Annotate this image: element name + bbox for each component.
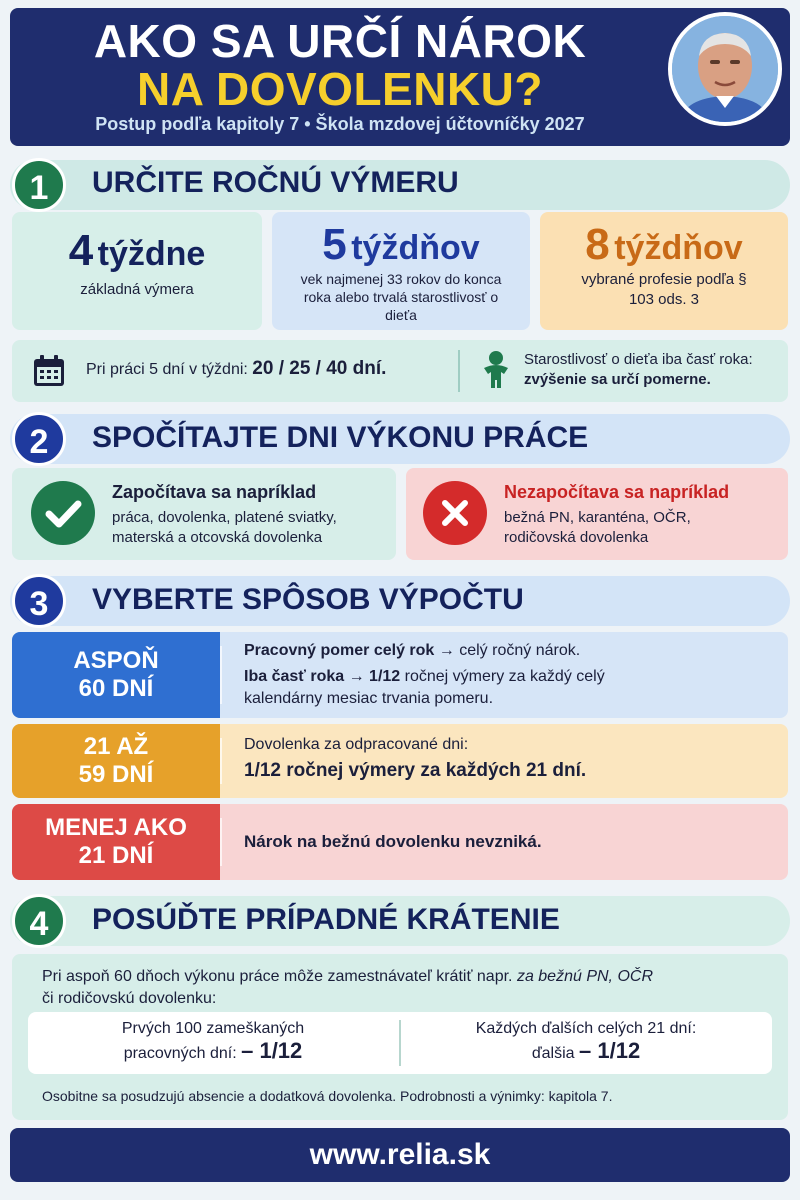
card-5-weeks-number: 5: [322, 220, 347, 269]
footer-website-link[interactable]: www.relia.sk: [10, 1128, 790, 1182]
band-at-least-60-part-year-rule: ročnej výmery za každý celý: [404, 668, 605, 685]
card-8-weeks: [540, 212, 788, 330]
reduction-first-100-value: – 1/12: [241, 1038, 303, 1063]
reduction-each-21-label2: ďalšia: [531, 1045, 575, 1062]
info-child-care-label: Starostlivosť o dieťa iba časť roka:: [524, 351, 753, 368]
band-21-to-59-divider: [220, 738, 222, 784]
band-less-than-21-divider: [220, 818, 222, 866]
card-8-weeks-unit: týždňov: [614, 229, 743, 267]
not-counted-title: Nezapočítava sa napríklad: [504, 482, 730, 502]
info-workweek-values: 20 / 25 / 40 dní.: [252, 358, 387, 379]
step1-number-badge: 1: [12, 158, 66, 212]
page-title-line2: NA DOVOLENKU?: [136, 63, 543, 115]
author-photo: [668, 12, 782, 126]
band-at-least-60-full-year: Pracovný pomer celý rok →: [244, 642, 455, 659]
reduction-each-21-value: – 1/12: [579, 1038, 641, 1063]
band-at-least-60: [12, 632, 788, 718]
card-8-weeks-desc: vybrané profesie podľa § 103 ods. 3: [581, 271, 747, 308]
counted-box: [12, 468, 396, 560]
band-21-to-59-label: [12, 724, 220, 798]
band-at-least-60-label-line2: 60 DNÍ: [78, 675, 154, 702]
counted-title: Započítava sa napríklad: [112, 482, 317, 502]
card-5-weeks-unit: týždňov: [351, 229, 480, 267]
band-at-least-60-divider: [220, 646, 222, 704]
reduction-note: Osobitne sa posudzujú absencie a dodatková dovolenka. Podrobnosti a výnimky: kapitola 7.: [42, 1088, 613, 1104]
step1-info-box: [12, 340, 788, 402]
band-21-to-59-label-line2: 59 DNÍ: [78, 761, 154, 788]
card-4-weeks-desc: základná výmera: [80, 281, 194, 298]
band-at-least-60-label: [12, 632, 220, 718]
not-counted-box: [406, 468, 788, 560]
step2-title: SPOČÍTAJTE DNI VÝKONU PRÁCE: [92, 421, 589, 454]
band-21-to-59-rule: 1/12 ročnej výmery za každých 21 dní.: [244, 760, 587, 781]
card-5-weeks-desc: vek najmenej 33 rokov do konca roka alebo trvalá starostlivosť o dieťa: [300, 271, 502, 323]
band-at-least-60-part-year: Iba časť roka → 1/12: [244, 668, 401, 685]
check-icon: [30, 480, 96, 551]
reduction-first-100-label: Prvých 100 zameškaných: [121, 1020, 305, 1037]
info-divider: [458, 350, 460, 392]
band-21-to-59-text: Dovolenka za odpracované dni:: [244, 736, 469, 753]
page-subtitle: Postup podľa kapitoly 7 • Škola mzdovej účtovníčky 2027: [95, 114, 585, 134]
band-21-to-59: [12, 724, 788, 798]
reduction-rules: [28, 1012, 772, 1074]
reduction-intro-examples: za bežnú PN, OČR: [516, 968, 653, 985]
band-at-least-60-label-line1: ASPOŇ: [73, 647, 159, 674]
band-less-than-21-label-line2: 21 DNÍ: [78, 842, 154, 869]
counted-text: práca, dovolenka, platené sviatky, materská a otcovská dovolenka: [112, 509, 337, 546]
step2-number-badge: 2: [12, 412, 66, 466]
band-less-than-21-label-line1: MENEJ AKO: [45, 814, 187, 841]
card-5-weeks: [272, 212, 530, 330]
reduction-box: [12, 954, 788, 1120]
info-workweek-label: Pri práci 5 dní v týždni:: [86, 361, 248, 378]
card-8-weeks-number: 8: [585, 220, 610, 269]
step3-number-badge: 3: [12, 574, 66, 628]
reduction-first-100-label2: pracovných dní:: [123, 1045, 237, 1062]
band-21-to-59-label-line1: 21 AŽ: [83, 733, 149, 760]
not-counted-text: bežná PN, karanténa, OČR, rodičovská dovolenka: [504, 509, 691, 546]
band-at-least-60-full-year-result: celý ročný nárok.: [459, 642, 581, 659]
reduction-each-21-label: Každých ďalších celých 21 dní:: [475, 1020, 697, 1037]
card-4-weeks-unit: týždne: [97, 235, 206, 273]
band-at-least-60-part-year-rule2: kalendárny mesiac trvania pomeru.: [244, 690, 494, 707]
calendar-icon: [32, 354, 66, 393]
child-icon: [480, 350, 512, 395]
step4-number-badge: 4: [12, 894, 66, 948]
page-title-line1: AKO SA URČÍ NÁROK: [93, 15, 587, 67]
cross-icon: [422, 480, 488, 551]
step1-title: URČITE ROČNÚ VÝMERU: [92, 166, 459, 199]
card-4-weeks-number: 4: [68, 226, 94, 275]
step4-title: POSÚĎTE PRÍPADNÉ KRÁTENIE: [92, 903, 560, 936]
reduction-intro: Pri aspoň 60 dňoch výkonu práce môže zamestnávateľ krátiť napr.: [42, 968, 513, 985]
band-less-than-21-text: Nárok na bežnú dovolenku nevzniká.: [244, 832, 542, 851]
card-4-weeks: [12, 212, 262, 330]
step3-title: VYBERTE SPÔSOB VÝPOČTU: [92, 583, 524, 616]
info-child-care-result: zvýšenie sa určí pomerne.: [524, 371, 711, 388]
reduction-intro-line2: či rodičovskú dovolenku:: [42, 990, 217, 1007]
band-less-than-21: [12, 804, 788, 880]
band-less-than-21-label: [12, 804, 220, 880]
